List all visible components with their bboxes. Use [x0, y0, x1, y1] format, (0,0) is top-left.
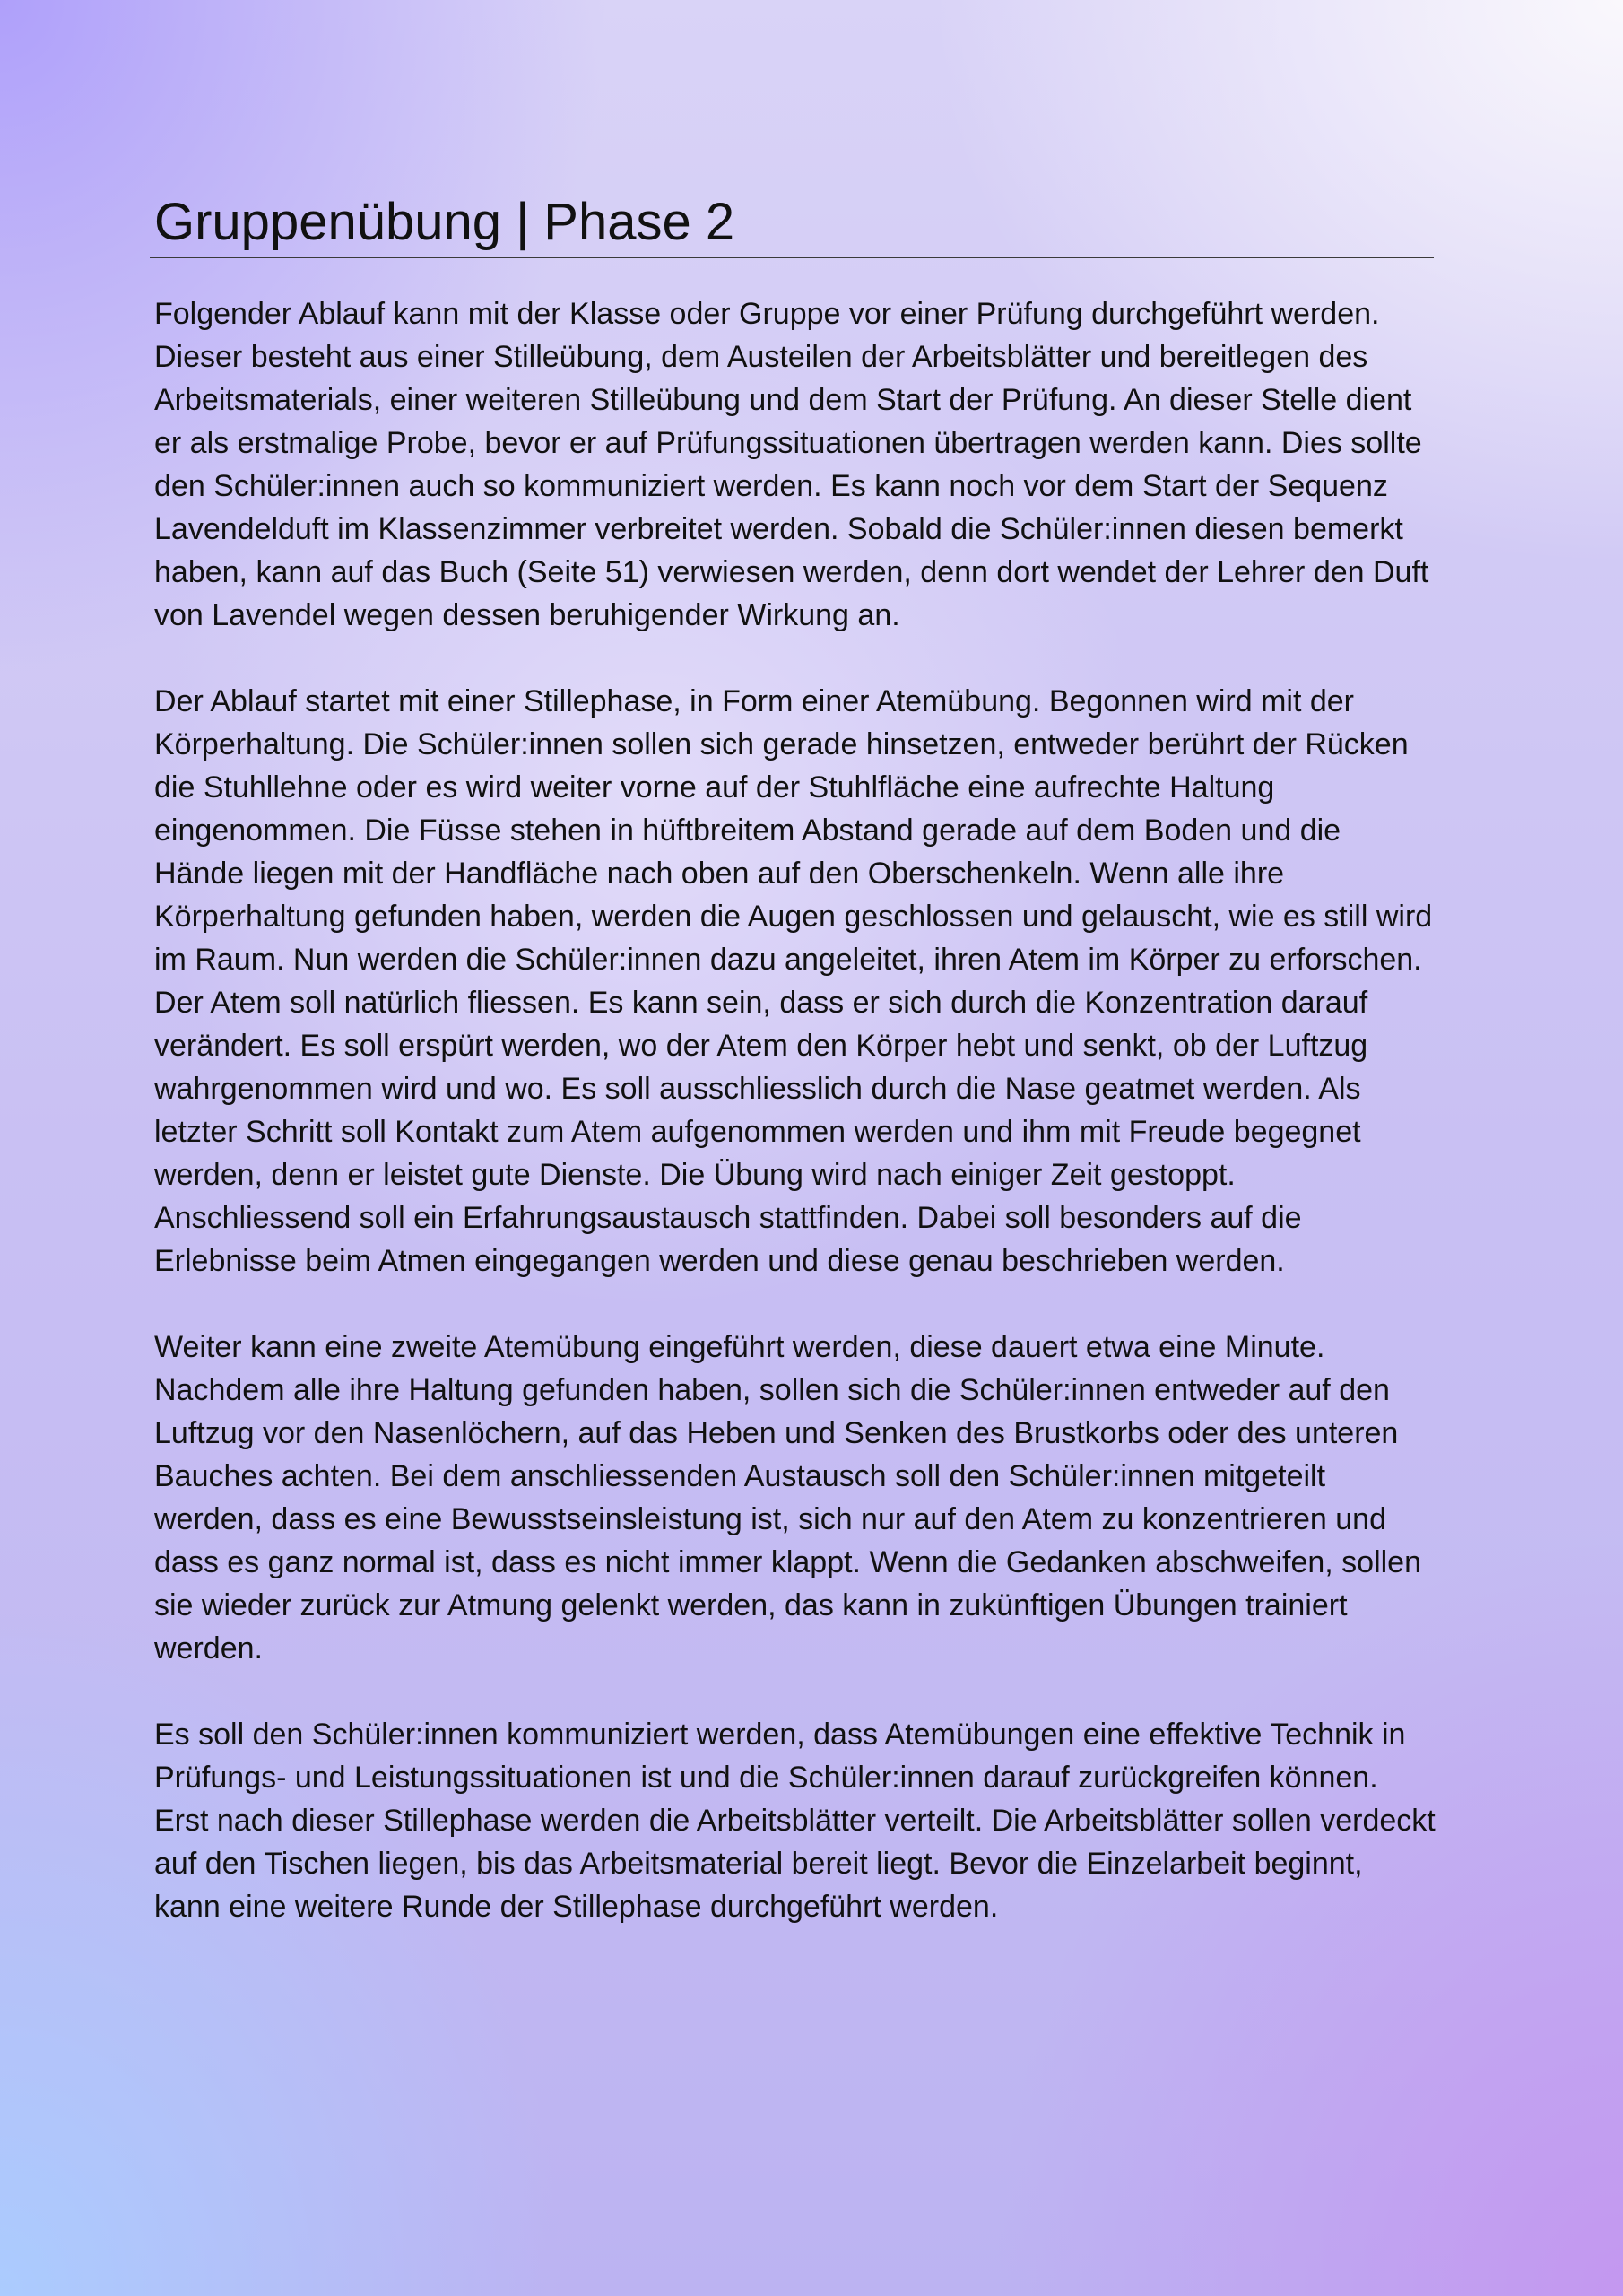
page-title: Gruppenübung | Phase 2	[154, 193, 735, 251]
paragraph-3: Weiter kann eine zweite Atemübung eingeführt werden, diese dauert etwa eine Minute. Nachdem alle ihre Haltung gefunden haben, sollen sich die Schüler:innen entweder auf den Luftzug vor den Nasenlöchern, auf das Heben und Senken des Brustkorbs oder des unteren Bauches achten. Bei dem anschliessenden Austausch soll den Schüler:innen mitgeteilt werden, dass es eine Bewusstseinsleistung ist, sich nur auf den Atem zu konzentrieren und dass es ganz normal ist, dass es nicht immer klappt. Wenn die Gedanken abschweifen, sollen sie wieder zurück zur Atmung gelenkt werden, das kann in zukünftigen Übungen trainiert werden.	[154, 1330, 1421, 1665]
paragraph-1: Folgender Ablauf kann mit der Klasse oder Gruppe vor einer Prüfung durchgeführt werden. Dieser besteht aus einer Stilleübung, dem Austeilen der Arbeitsblätter und bereitlegen des Arbeitsmaterials, einer weiteren Stilleübung und dem Start der Prüfung. An dieser Stelle dient er als erstmalige Probe, bevor er auf Prüfungssituationen übertragen werden kann. Dies sollte den Schüler:innen auch so kommuniziert werden. Es kann noch vor dem Start der Sequenz Lavendelduft im Klassenzimmer verbreitet werden. Sobald die Schüler:innen diesen bemerkt haben, kann auf das Buch (Seite 51) verwiesen werden, denn dort wendet der Lehrer den Duft von Lavendel wegen dessen beruhigender Wirkung an.	[154, 297, 1429, 632]
title-divider	[150, 257, 1434, 258]
paragraph-4: Es soll den Schüler:innen kommuniziert werden, dass Atemübungen eine effektive Technik in Prüfungs- und Leistungssituationen ist und die Schüler:innen darauf zurückgreifen können. Erst nach dieser Stillephase werden die Arbeitsblätter verteilt. Die Arbeitsblätter sollen verdeckt auf den Tischen liegen, bis das Arbeitsmaterial bereit liegt. Bevor die Einzelarbeit beginnt, kann eine weitere Runde der Stillephase durchgeführt werden.	[154, 1718, 1436, 1924]
paragraph-2: Der Ablauf startet mit einer Stillephase, in Form einer Atemübung. Begonnen wird mit der Körperhaltung. Die Schüler:innen sollen sich gerade hinsetzen, entweder berührt der Rücken die Stuhllehne oder es wird weiter vorne auf der Stuhlfläche eine aufrechte Haltung eingenommen. Die Füsse stehen in hüftbreitem Abstand gerade auf dem Boden und die Hände liegen mit der Handfläche nach oben auf den Oberschenkeln. Wenn alle ihre Körperhaltung gefunden haben, werden die Augen geschlossen und gelauscht, wie es still wird im Raum. Nun werden die Schüler:innen dazu angeleitet, ihren Atem im Körper zu erforschen. Der Atem soll natürlich fliessen. Es kann sein, dass er sich durch die Konzentration darauf verändert. Es soll erspürt werden, wo der Atem den Körper hebt und senkt, ob der Luftzug wahrgenommen wird und wo. Es soll ausschliesslich durch die Nase geatmet werden. Als letzter Schritt soll Kontakt zum Atem aufgenommen werden und ihm mit Freude begegnet werden, denn er leistet gute Dienste. Die Übung wird nach einiger Zeit gestoppt. Anschliessend soll ein Erfahrungsaustausch stattfinden. Dabei soll besonders auf die Erlebnisse beim Atmen eingegangen werden und diese genau beschrieben werden.	[154, 684, 1433, 1278]
document-page	[154, 188, 1436, 1971]
document-body	[154, 292, 1436, 1928]
